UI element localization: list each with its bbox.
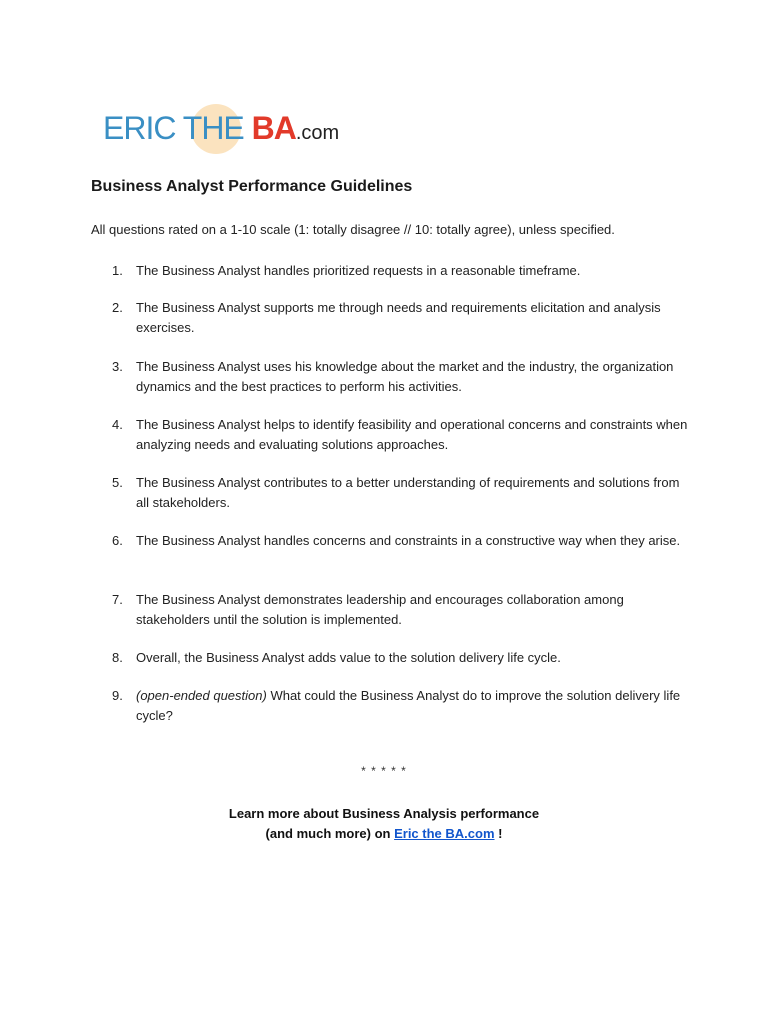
item-number: 9. xyxy=(112,688,123,703)
separator-stars: * * * * * xyxy=(361,764,407,778)
footer xyxy=(0,804,768,844)
page-title: Business Analyst Performance Guidelines xyxy=(91,178,413,195)
footer-line-1: Learn more about Business Analysis performance xyxy=(228,806,540,821)
item-text: The Business Analyst demonstrates leadership and encourages collaboration among stakeholders until the solution is implemented. xyxy=(136,592,624,627)
item-text: The Business Analyst handles prioritized requests in a reasonable timeframe. xyxy=(136,263,581,278)
item-number: 7. xyxy=(112,592,123,607)
logo-eric: ERIC THE xyxy=(103,110,252,146)
item-text: The Business Analyst handles concerns and constraints in a constructive way when they arise. xyxy=(136,533,681,548)
item-number: 4. xyxy=(112,417,123,432)
item-number: 3. xyxy=(112,359,123,374)
item-number: 2. xyxy=(112,300,123,315)
item-text-body: What could the Business Analyst do to improve the solution delivery life cycle? xyxy=(136,688,681,723)
item-number: 6. xyxy=(112,533,123,548)
item-text: The Business Analyst contributes to a better understanding of requirements and solutions from all stakeholders. xyxy=(136,475,680,510)
item-text: The Business Analyst uses his knowledge about the market and the industry, the organization dynamics and the best practices to perform his activities. xyxy=(136,359,674,394)
item-number: 5. xyxy=(112,475,123,490)
logo-text xyxy=(103,108,339,153)
item-text: Overall, the Business Analyst adds value to the solution delivery life cycle. xyxy=(136,650,561,665)
site-logo xyxy=(103,104,340,154)
item-number: 8. xyxy=(112,650,123,665)
eric-the-ba-link[interactable]: Eric the BA.com xyxy=(394,826,495,841)
footer-line-2-before: (and much more) on xyxy=(265,826,395,841)
logo-ba: BA xyxy=(251,110,296,146)
item-text: The Business Analyst helps to identify feasibility and operational concerns and constraints when analyzing needs and evaluating solutions approaches. xyxy=(136,417,688,452)
intro-text: All questions rated on a 1-10 scale (1: totally disagree // 10: totally agree), unless specified. xyxy=(91,222,615,237)
footer-line-2-after: ! xyxy=(494,826,503,841)
item-text xyxy=(136,686,688,725)
item-prefix: (open-ended question) xyxy=(136,688,267,703)
item-text: The Business Analyst supports me through needs and requirements elicitation and analysis exercises. xyxy=(136,300,661,335)
footer-line-2 xyxy=(0,824,768,844)
logo-com: .com xyxy=(295,122,340,144)
item-number: 1. xyxy=(112,263,123,278)
